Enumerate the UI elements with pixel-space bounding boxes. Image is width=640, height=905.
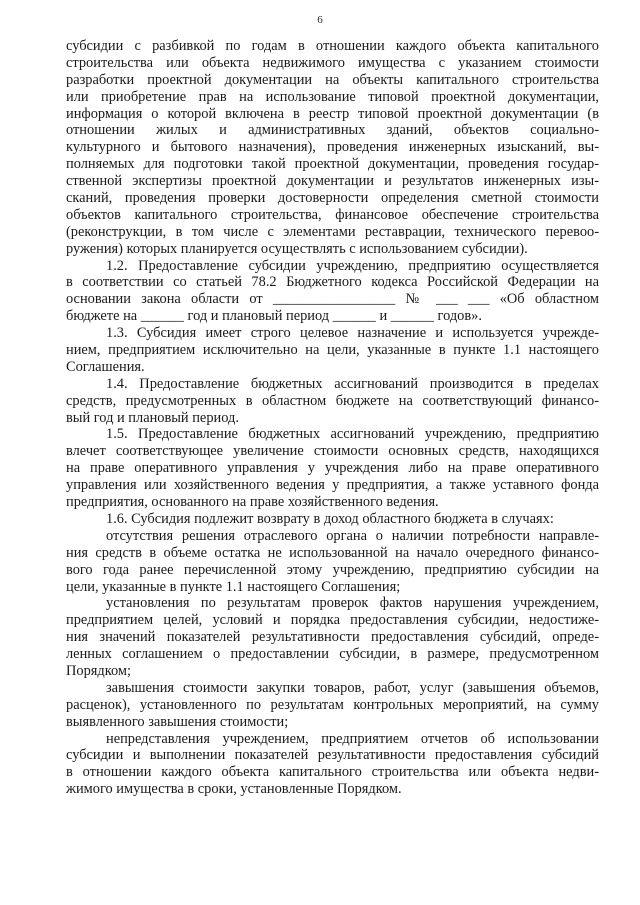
text-line: объектов капитального строительства, финансовое обеспечение строительства	[66, 206, 599, 223]
text-line: полняемых для подготовки такой проектной документации, проведения государ-	[66, 156, 599, 173]
text-line: 1.3. Субсидия имеет строго целевое назначение и используется учрежде-	[106, 325, 599, 342]
text-line: в отношении каждого объекта капитального строительства или объекта недви-	[66, 764, 599, 781]
text-line: ния значений показателей результативности предоставления субсидий, опреде-	[66, 629, 599, 646]
text-line: ленных соглашением о предоставлении субсидии, в размере, предусмотренном	[66, 646, 599, 663]
text-line: разработки проектной документации на объекты капитального строительства	[66, 71, 599, 88]
text-line: влечет соответствующее увеличение стоимости основных средств, находящихся	[66, 443, 599, 460]
text-line: отсутствия решения отраслевого органа о наличии потребности направле-	[106, 527, 599, 544]
text-line: вый год и плановый период.	[66, 409, 239, 426]
text-line: средств, предусмотренных в областном бюджете на соответствующий финансо-	[66, 392, 599, 409]
text-line: основании закона области от _________________ № ___ ___ «Об областном	[66, 291, 599, 308]
text-line: 1.2. Предоставление субсидии учреждению, предприятию осуществляется	[106, 257, 599, 274]
text-line: ния средств в объеме остатка не использованной на начало очередного финансо-	[66, 544, 599, 561]
text-line: ружения) которых планируется осуществлять с использованием субсидии).	[66, 240, 528, 257]
text-line: непредставления учреждением, предприятием отчетов об использовании	[106, 730, 599, 747]
text-line: на праве оперативного управления у учреждения либо на праве оперативного	[66, 460, 599, 477]
text-line: нием, предприятием исключительно на цели, указанные в пункте 1.1 настоящего	[66, 342, 599, 359]
page-number: 6	[317, 14, 323, 26]
text-line: 1.5. Предоставление бюджетных ассигнований учреждению, предприятию	[106, 426, 599, 443]
text-line: (реконструкции, в том числе с элементами реставрации, технического перевоо-	[66, 223, 599, 240]
text-line: ственной экспертизы проектной документации и результатов инженерных изы-	[66, 173, 599, 190]
text-line: Соглашения.	[66, 358, 145, 375]
text-line: строительства или объекта недвижимого имущества с указанием стоимости	[66, 54, 599, 71]
text-line: вого года ранее перечисленной этому учреждению, предприятию субсидии на	[66, 561, 599, 578]
document-body	[66, 38, 599, 798]
text-line: жимого имущества в сроки, установленные Порядком.	[66, 781, 402, 798]
text-line: отношении жилых и административных зданий, объектов социально-	[66, 122, 599, 139]
text-line: субсидии с разбивкой по годам в отношении каждого объекта капитального	[66, 38, 599, 54]
text-line: управления или хозяйственного ведения у предприятия, а также уставного фонда	[66, 477, 599, 494]
text-line: цели, указанные в пункте 1.1 настоящего Соглашения;	[66, 578, 401, 595]
text-line: или приобретение прав на использование типовой проектной документации,	[66, 88, 599, 105]
text-line: сканий, проведения проверки достоверности определения сметной стоимости	[66, 190, 599, 207]
text-line: предприятием целей, условий и порядка предоставления субсидии, недостиже-	[66, 612, 599, 629]
text-line: субсидии и выполнении показателей результативности предоставления субсидий	[66, 747, 599, 764]
text-line: Порядком;	[66, 662, 132, 679]
text-line: предприятия, основанного на праве хозяйственного ведения.	[66, 494, 439, 511]
text-line: выявленного завышения стоимости;	[66, 713, 289, 730]
text-line: культурного и бытового назначения), проведения инженерных изысканий, вы-	[66, 139, 599, 156]
text-line: информация о которой включена в реестр типовой проектной документации (в	[66, 105, 599, 122]
text-line: бюджете на ______ год и плановый период ______ и ______ годов».	[66, 308, 482, 325]
text-line: установления по результатам проверок фактов нарушения учреждением,	[106, 595, 599, 612]
text-line: в соответствии со статьей 78.2 Бюджетного кодекса Российской Федерации на	[66, 274, 599, 291]
text-line: 1.6. Субсидия подлежит возврату в доход областного бюджета в случаях:	[106, 510, 554, 527]
text-line: 1.4. Предоставление бюджетных ассигнований производится в пределах	[106, 375, 599, 392]
text-line: завышения стоимости закупки товаров, работ, услуг (завышения объемов,	[106, 679, 599, 696]
text-line: расценок), установленного по результатам контрольных мероприятий, на сумму	[66, 696, 599, 713]
